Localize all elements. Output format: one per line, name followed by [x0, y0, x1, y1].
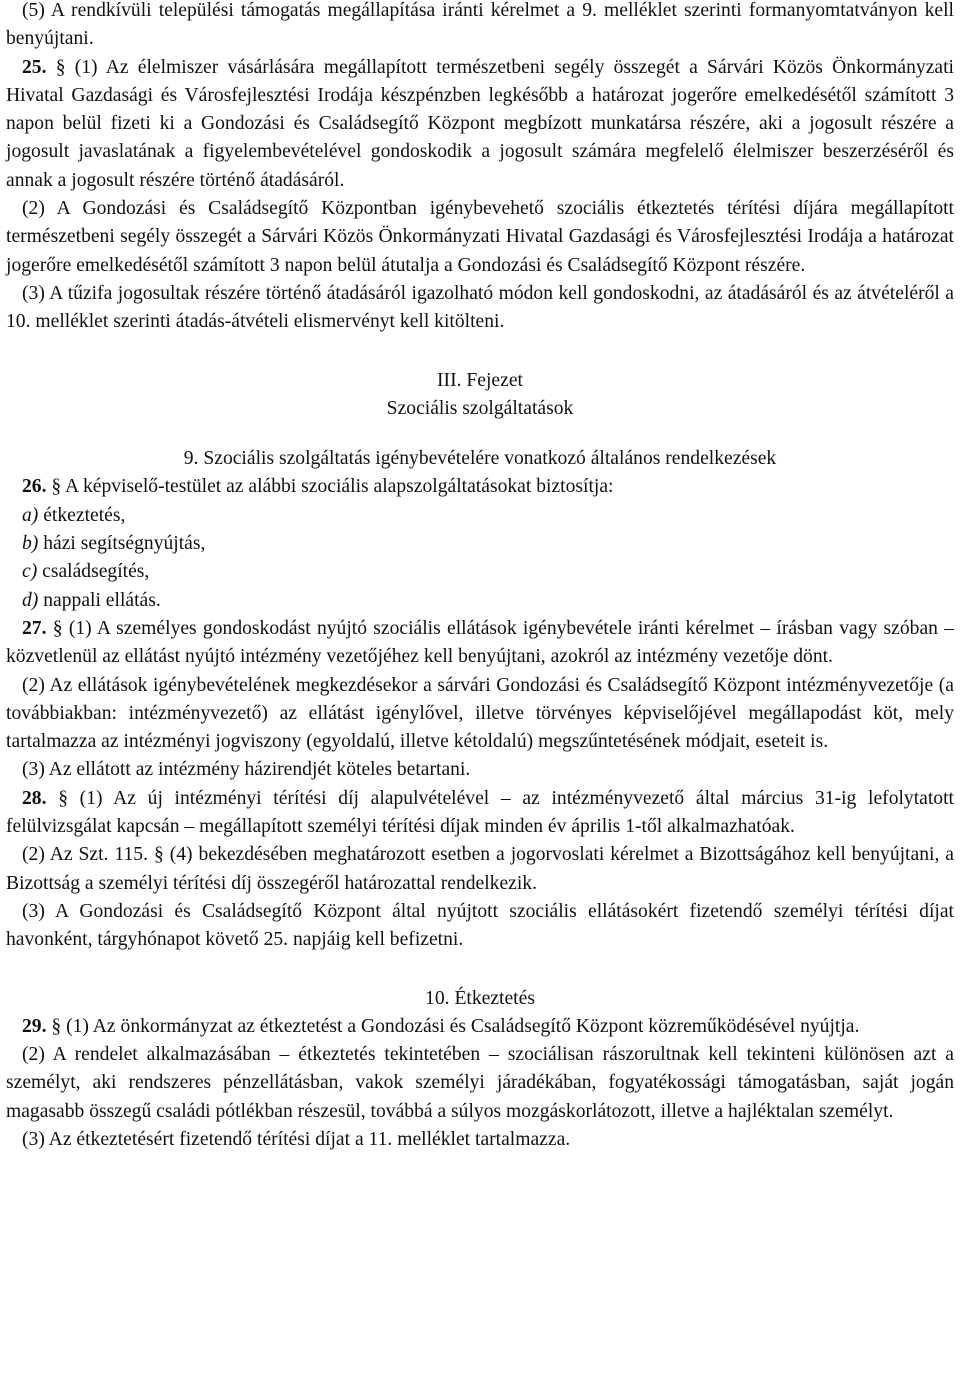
section-10-title: 10. Étkeztetés: [425, 987, 535, 1009]
section-29-para-3: (3) Az étkeztetésért fizetendő térítési díjat a 11. melléklet tartalmazza.: [22, 1128, 571, 1150]
section-number-26: 26.: [22, 476, 47, 498]
list-letter: c): [22, 561, 38, 583]
list-item: [6, 530, 954, 558]
list-letter: d): [22, 589, 39, 611]
section-29-para-1: [6, 1013, 954, 1041]
section-sign: §: [52, 617, 63, 639]
section-25-para-3: (3) A tűzifa jogosultak részére történő átadásáról igazolható módon kell gondoskodni, az átadásáról és az átvételéről a 10. melléklet szerinti átadás-átvételi elismervényt kell kitölteni.: [6, 282, 954, 333]
section-sign: §: [51, 1015, 62, 1037]
list-text: házi segítségnyújtás,: [43, 533, 206, 555]
section-27-para-2: (2) Az ellátások igénybevételének megkezdésekor a sárvári Gondozási és Családsegítő Központ intézményvezetője (a továbbiakban: intézményvezető) az ellátást igénylővel, illetve törvényes képviselőjével megállapodást köt, mely tartalmazza az intézményi jogviszony (egyoldalú, illetve kétoldalú) megszűntetésének módjait, eseteit is.: [6, 674, 954, 753]
section-number-28: 28.: [22, 787, 47, 809]
list-text: családsegítés,: [42, 561, 150, 583]
section-25-para-2: (2) A Gondozási és Családsegítő Központban igénybevehető szociális étkeztetés térítési díjára megállapított természetbeni segély összegét a Sárvári Közös Önkormányzati Hivatal Gazdasági és Városfejlesztési Irodája a határozat jogerőre emelkedésétől számított 3 napon belül átutalja a Gondozási és Családsegítő Központ részére.: [6, 198, 954, 276]
section-27-text-1: (1) A személyes gondoskodást nyújtó szociális ellátások igénybevétele iránti kérelmet – írásban vagy szóban – közvetlenül az ellátást nyújtó intézmény vezetőjéhez kell benyújtani, azokról az intézmény vezetője dönt.: [6, 617, 955, 668]
list-item: [6, 502, 954, 530]
section-number-29: 29.: [22, 1015, 47, 1037]
chapter-title: Szociális szolgáltatások: [386, 397, 574, 419]
section-9-title: 9. Szociális szolgáltatás igénybevételére vonatkozó általános rendelkezések: [183, 448, 777, 470]
section-29-para-2: (2) A rendelet alkalmazásában – étkeztetés tekintetében – szociálisan rászorultnak kell tekinteni különösen azt a személyt, aki rendszeres pénzellátásban, vakok személyi járadékában, fogyatékossági támogatásban, saját jogán magasabb összegű családi pótlékban részesül, továbbá a súlyos mozgáskorlátozott, illetve a hajléktalan személyt.: [6, 1044, 954, 1122]
section-sign: §: [58, 787, 68, 809]
section-28-para-3: (3) A Gondozási és Családsegítő Központ által nyújtott szociális ellátásokért fizetendő személyi térítési díjat havonként, tárgyhónapot követő 25. napjáig kell befizetni.: [6, 900, 954, 951]
service-list: [6, 502, 954, 615]
section-28-para-1: [6, 785, 954, 842]
list-item: [6, 558, 954, 586]
section-25-text-1: (1) Az élelmiszer vásárlására megállapított természetbeni segély összegét a Sárvári Közös Önkormányzati Hivatal Gazdasági és Városfejlesztési Irodája készpénzben legkésőbb a határozat jogerőre emelkedésétől számított 3 napon belül fizeti ki a Gondozási és Családsegítő Központ megbízott munkatársa részére, aki a jogosult részére a jogosult javaslatának a figyelembevételével gondoskodik a jogosult számára megfelelő élelmiszer beszerzéséről és annak a jogosult részére történő átadásáról.: [6, 56, 954, 191]
section-28-para-2: (2) Az Szt. 115. § (4) bekezdésében meghatározott esetben a jogorvoslati kérelmet a Bizottságához kell benyújtani, a Bizottság a személyi térítési díj összegéről határozattal rendelkezik.: [6, 844, 954, 894]
section-27-para-3: (3) Az ellátott az intézmény házirendjét köteles betartani.: [22, 759, 471, 781]
paragraph-5: (5) A rendkívüli települési támogatás megállapítása iránti kérelmet a 9. melléklet szerinti formanyomtatványon kell benyújtani.: [6, 0, 954, 50]
section-28-text-1: (1) Az új intézményi térítési díj alapulvételével – az intézményvezető által március 31-ig lefolytatott felülvizsgálat kapcsán – megállapított személyi térítési díjak minden év április 1-től alkalmazhatóak.: [6, 787, 954, 838]
chapter-number: III. Fejezet: [437, 369, 523, 391]
list-item: [6, 587, 954, 615]
section-26-text: A képviselő-testület az alábbi szociális alapszolgáltatásokat biztosítja:: [65, 476, 614, 498]
section-27-para-1: [6, 615, 954, 672]
section-sign: §: [51, 476, 62, 498]
section-sign: §: [55, 56, 66, 78]
section-25-para-1: [6, 54, 954, 195]
list-letter: b): [22, 533, 39, 555]
section-29-text-1: (1) Az önkormányzat az étkeztetést a Gondozási és Családsegítő Központ közreműködésével nyújtja.: [66, 1015, 860, 1037]
section-number-27: 27.: [22, 617, 47, 639]
section-number-25: 25.: [22, 56, 47, 78]
section-26-para: [6, 473, 954, 501]
list-text: nappali ellátás.: [43, 589, 161, 611]
list-text: étkeztetés,: [43, 504, 126, 526]
list-letter: a): [22, 504, 39, 526]
